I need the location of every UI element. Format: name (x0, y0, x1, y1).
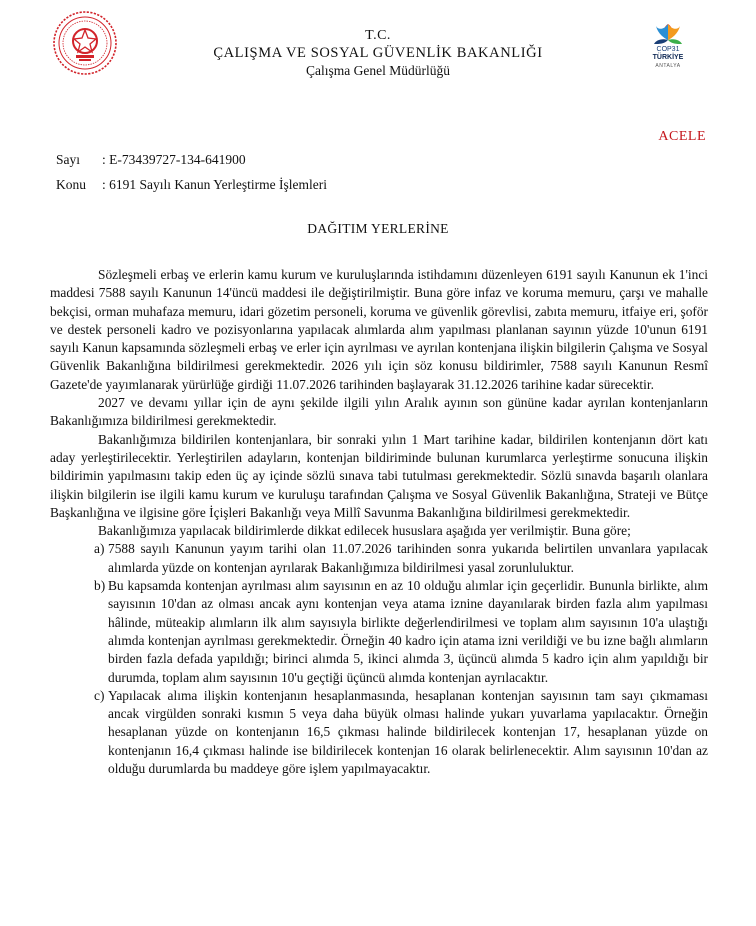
letterhead (170, 28, 586, 79)
sayi-value: : E-73439727-134-641900 (102, 152, 246, 167)
letter-body (50, 266, 708, 778)
list-item (50, 577, 708, 687)
paragraph: Sözleşmeli erbaş ve erlerin kamu kurum ve kuruluşlarında istihdamını düzenleyen 6191 sayılı Kanunun ek 1'inci maddesi 7588 sayılı Kanunun 14'üncü maddesi ile değiştirilmiştir. Buna göre infaz ve koruma memuru, çarşı ve mahalle bekçisi, orman muhafaza memuru, idari gözetim personeli, koruma ve güvenlik görevlisi, zabıta memuru, itfaiye eri, şoför ve destek personeli kadro ve pozisyonlarına yapılacak alımlarda alım yapılması planlanan sayının yüzde 10'unun 6191 sayılı Kanun kapsamında sözleşmeli erbaş ve erler için ayrılması ve ayrılan kontenjana ilişkin bilgilerin Çalışma ve Sosyal Güvenlik Bakanlığına bildirilmesi gerekmektedir. 2026 yılı için söz konusu bildirimler, 7588 sayılı Kanunun Resmî Gazete'de yayımlanarak yürürlüğe girdiği 11.07.2026 tarihinden başlayarak 31.12.2026 tarihine kadar sürecektir. (50, 267, 708, 392)
list-item-marker: a) (94, 541, 105, 557)
list-item-text: Yapılacak alıma ilişkin kontenjanın hesaplanmasında, hesaplanan kontenjan sayısının tam sayı çıkmaması ancak virgülden sonraki kısmın 5 veya daha büyük olması halinde yukarı yuvarlama yapılacaktır. Örneğin hesaplanan yüzde on kontenjanın 16,5 çıkması halinde bildirilecek kontenjan 17, hesaplanan yüzde on kontenjanın 16,4 çıkması halinde ise bildirilecek kontenjan 16 olarak belirlenecektir. Alım sayısının 10'dan az olduğu durumlarda bu maddeye göre işlem yapılmayacaktır. (108, 687, 708, 777)
ministry-seal-logo (52, 10, 118, 76)
meta-sayi (56, 152, 246, 168)
list-item (50, 687, 708, 778)
distribution-heading: DAĞITIM YERLERİNE (307, 221, 449, 236)
priority-label: ACELE (658, 129, 706, 144)
cop31-logo-sub: ANTALYA (655, 63, 681, 69)
konu-label: Konu (56, 177, 86, 192)
list-item-text: Bu kapsamda kontenjan ayrılması alım sayısının en az 10 olduğu alımlar için geçerlidir. Bununla birlikte, alım sayısının 10'dan az olması ancak aynı kontenjan veya atama iznine dayanılarak birden fazla alım yapılması hâlinde, müteakip alımların ilk alım sayısıyla birlikte değerlendirilmesi ve toplam alım sayısının 10'a ulaştığı alımda kontenjan ayrılması gerekmektedir. Örneğin 40 kadro için atama izni verildiği ve bu izne bağlı alımların birden fazla defada yapıldığı; birinci alımda 5, ikinci alımda 3, üçüncü alımda 5 kadro için alım yapıldığı bir durumda, toplam alım sayısının 10'u geçtiği üçüncü alımda kontenjan ayrılacaktır. (108, 578, 708, 685)
list-item-marker: b) (94, 578, 106, 594)
header-directorate: Çalışma Genel Müdürlüğü (306, 63, 450, 78)
list-item-marker: c) (94, 687, 105, 703)
cop31-logo-name: COP31 (656, 46, 680, 53)
cop31-logo-country: TÜRKİYE (652, 54, 684, 61)
cop31-logo-text (640, 46, 696, 70)
paragraph: Bakanlığımıza yapılacak bildirimlerde dikkat edilecek hususlara aşağıda yer verilmiştir. Buna göre; (98, 523, 631, 539)
header-tc: T.C. (365, 28, 391, 43)
provisions-list (50, 540, 708, 778)
list-item-text: 7588 sayılı Kanunun yayım tarihi olan 11.07.2026 tarihinden sonra yukarıda belirtilen unvanlara yapılacak alımlarda yüzde on kontenjan ayrılarak Bakanlığımıza bildirilmesi yasal zorunluluktur. (108, 541, 708, 575)
header-ministry: ÇALIŞMA VE SOSYAL GÜVENLİK BAKANLIĞI (213, 45, 543, 61)
paragraph: Bakanlığımıza bildirilen kontenjanlara, bir sonraki yılın 1 Mart tarihine kadar, bildirilen kontenjanın dört katı aday yerleştirilecektir. Yerleştirilen adayların, kontenjan bildiriminde bulunan kurumlarca yerleştirme sonucuna ilişkin bildirimin yapılmasını takip eden üç ay içinde sözlü sınava tabi tutulması gerekmektedir. Sözlü sınavda başarılı olanlara ilişkin bilgilerin ise ilgili kamu kurum ve kuruluşu tarafından Çalışma ve Sosyal Güvenlik Bakanlığına, Strateji ve Bütçe Başkanlığına ve ilgisine göre İçişleri Bakanlığı veya Millî Savunma Bakanlığına bildirilmesi gerekmektedir. (50, 431, 708, 520)
meta-konu (56, 177, 327, 193)
sayi-label: Sayı (56, 152, 81, 167)
konu-value: : 6191 Sayılı Kanun Yerleştirme İşlemleri (102, 177, 327, 192)
list-item (50, 540, 708, 577)
paragraph: 2027 ve devamı yıllar için de aynı şekilde ilgili yılın Aralık ayının son gününe kadar ayrılan kontenjanların Bakanlığımıza bildirilmesi gerekmektedir. (50, 395, 708, 429)
